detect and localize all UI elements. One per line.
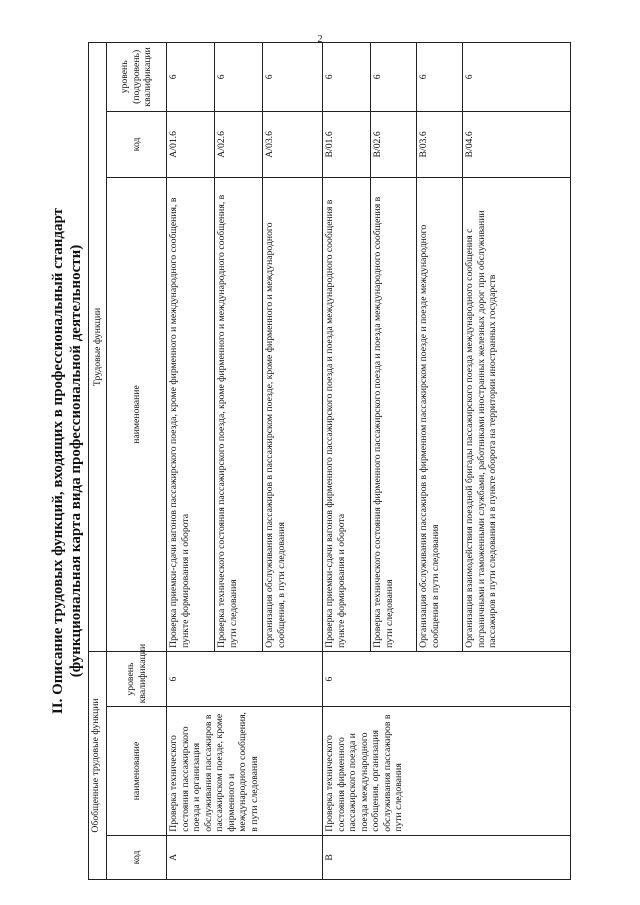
group-name: Проверка технического состояния фирменного пассажирского поезда и поезда международного сообщения, организация обслуживания пассажиров в пути следования bbox=[323, 707, 571, 835]
section-heading-line2: (функциональная карта вида профессиональной деятельности) bbox=[68, 244, 84, 678]
table-row bbox=[323, 43, 371, 880]
header-generalized-functions: Обобщенные трудовые функции bbox=[89, 651, 107, 879]
function-level: 6 bbox=[263, 43, 323, 112]
group-name: Проверка технического состояния пассажирского поезда и организация обслуживания пассажиров в пассажирском поезде, кроме фирменного и международного сообщения, в пути следования bbox=[167, 707, 323, 835]
function-level: 6 bbox=[463, 43, 571, 112]
header-name: наименование bbox=[107, 707, 167, 835]
table-header-row bbox=[89, 43, 107, 880]
function-level: 6 bbox=[167, 43, 215, 112]
header-level: уровень квалификации bbox=[107, 651, 167, 706]
function-code: B/04.6 bbox=[463, 111, 571, 177]
function-code: A/01.6 bbox=[167, 111, 215, 177]
table-row bbox=[167, 43, 215, 880]
function-name: Проверка приемки-сдачи вагонов фирменного пассажирского поезда и поезда международного сообщения в пункте формирования и оборота bbox=[323, 178, 371, 652]
header-function-name: наименование bbox=[107, 178, 167, 652]
header-labor-functions: Трудовые функции bbox=[89, 43, 107, 652]
function-name: Проверка технического состояния фирменного пассажирского поезда и поезда международного сообщения в пути следования bbox=[371, 178, 417, 652]
functional-map-table bbox=[88, 42, 571, 880]
function-name: Проверка технического состояния пассажирского поезда, кроме фирменного и международного сообщения, в пути следования bbox=[215, 178, 263, 652]
function-code: A/02.6 bbox=[215, 111, 263, 177]
function-level: 6 bbox=[371, 43, 417, 112]
header-sublevel: уровень (подуровень) квалификации bbox=[107, 43, 167, 112]
table-subheader-row bbox=[107, 43, 167, 880]
page-number: 2 bbox=[317, 34, 323, 45]
function-level: 6 bbox=[215, 43, 263, 112]
function-code: B/03.6 bbox=[417, 111, 463, 177]
function-level: 6 bbox=[417, 43, 463, 112]
section-heading-line1: II. Описание трудовых функций, входящих в профессиональный стандарт bbox=[50, 207, 66, 715]
function-name: Проверка приемки-сдачи вагонов пассажирского поезда, кроме фирменного и международного сообщения, в пункте формирования и оборота bbox=[167, 178, 215, 652]
group-level: 6 bbox=[323, 651, 571, 706]
header-function-code: код bbox=[107, 111, 167, 177]
group-level: 6 bbox=[167, 651, 323, 706]
function-code: B/01.6 bbox=[323, 111, 371, 177]
function-name: Организация взаимодействия поездной бригады пассажирского поезда международного сообщения с пограничными и таможенными службами, работниками иностранных железных дорог при обслуживании пассажиров в пути следования и в пункте оборота на территории иностранных государств bbox=[463, 178, 571, 652]
rotated-landscape-page bbox=[50, 42, 570, 880]
function-code: A/03.6 bbox=[263, 111, 323, 177]
header-code: код bbox=[107, 835, 167, 879]
function-code: B/02.6 bbox=[371, 111, 417, 177]
function-name: Организация обслуживания пассажиров в фирменном пассажирском поезде и поезде международного сообщения в пути следования bbox=[417, 178, 463, 652]
group-code: A bbox=[167, 835, 323, 879]
group-code: B bbox=[323, 835, 571, 879]
function-level: 6 bbox=[323, 43, 371, 112]
section-heading bbox=[50, 42, 88, 880]
function-name: Организация обслуживания пассажиров в пассажирском поезде, кроме фирменного и международного сообщения, в пути следования bbox=[263, 178, 323, 652]
